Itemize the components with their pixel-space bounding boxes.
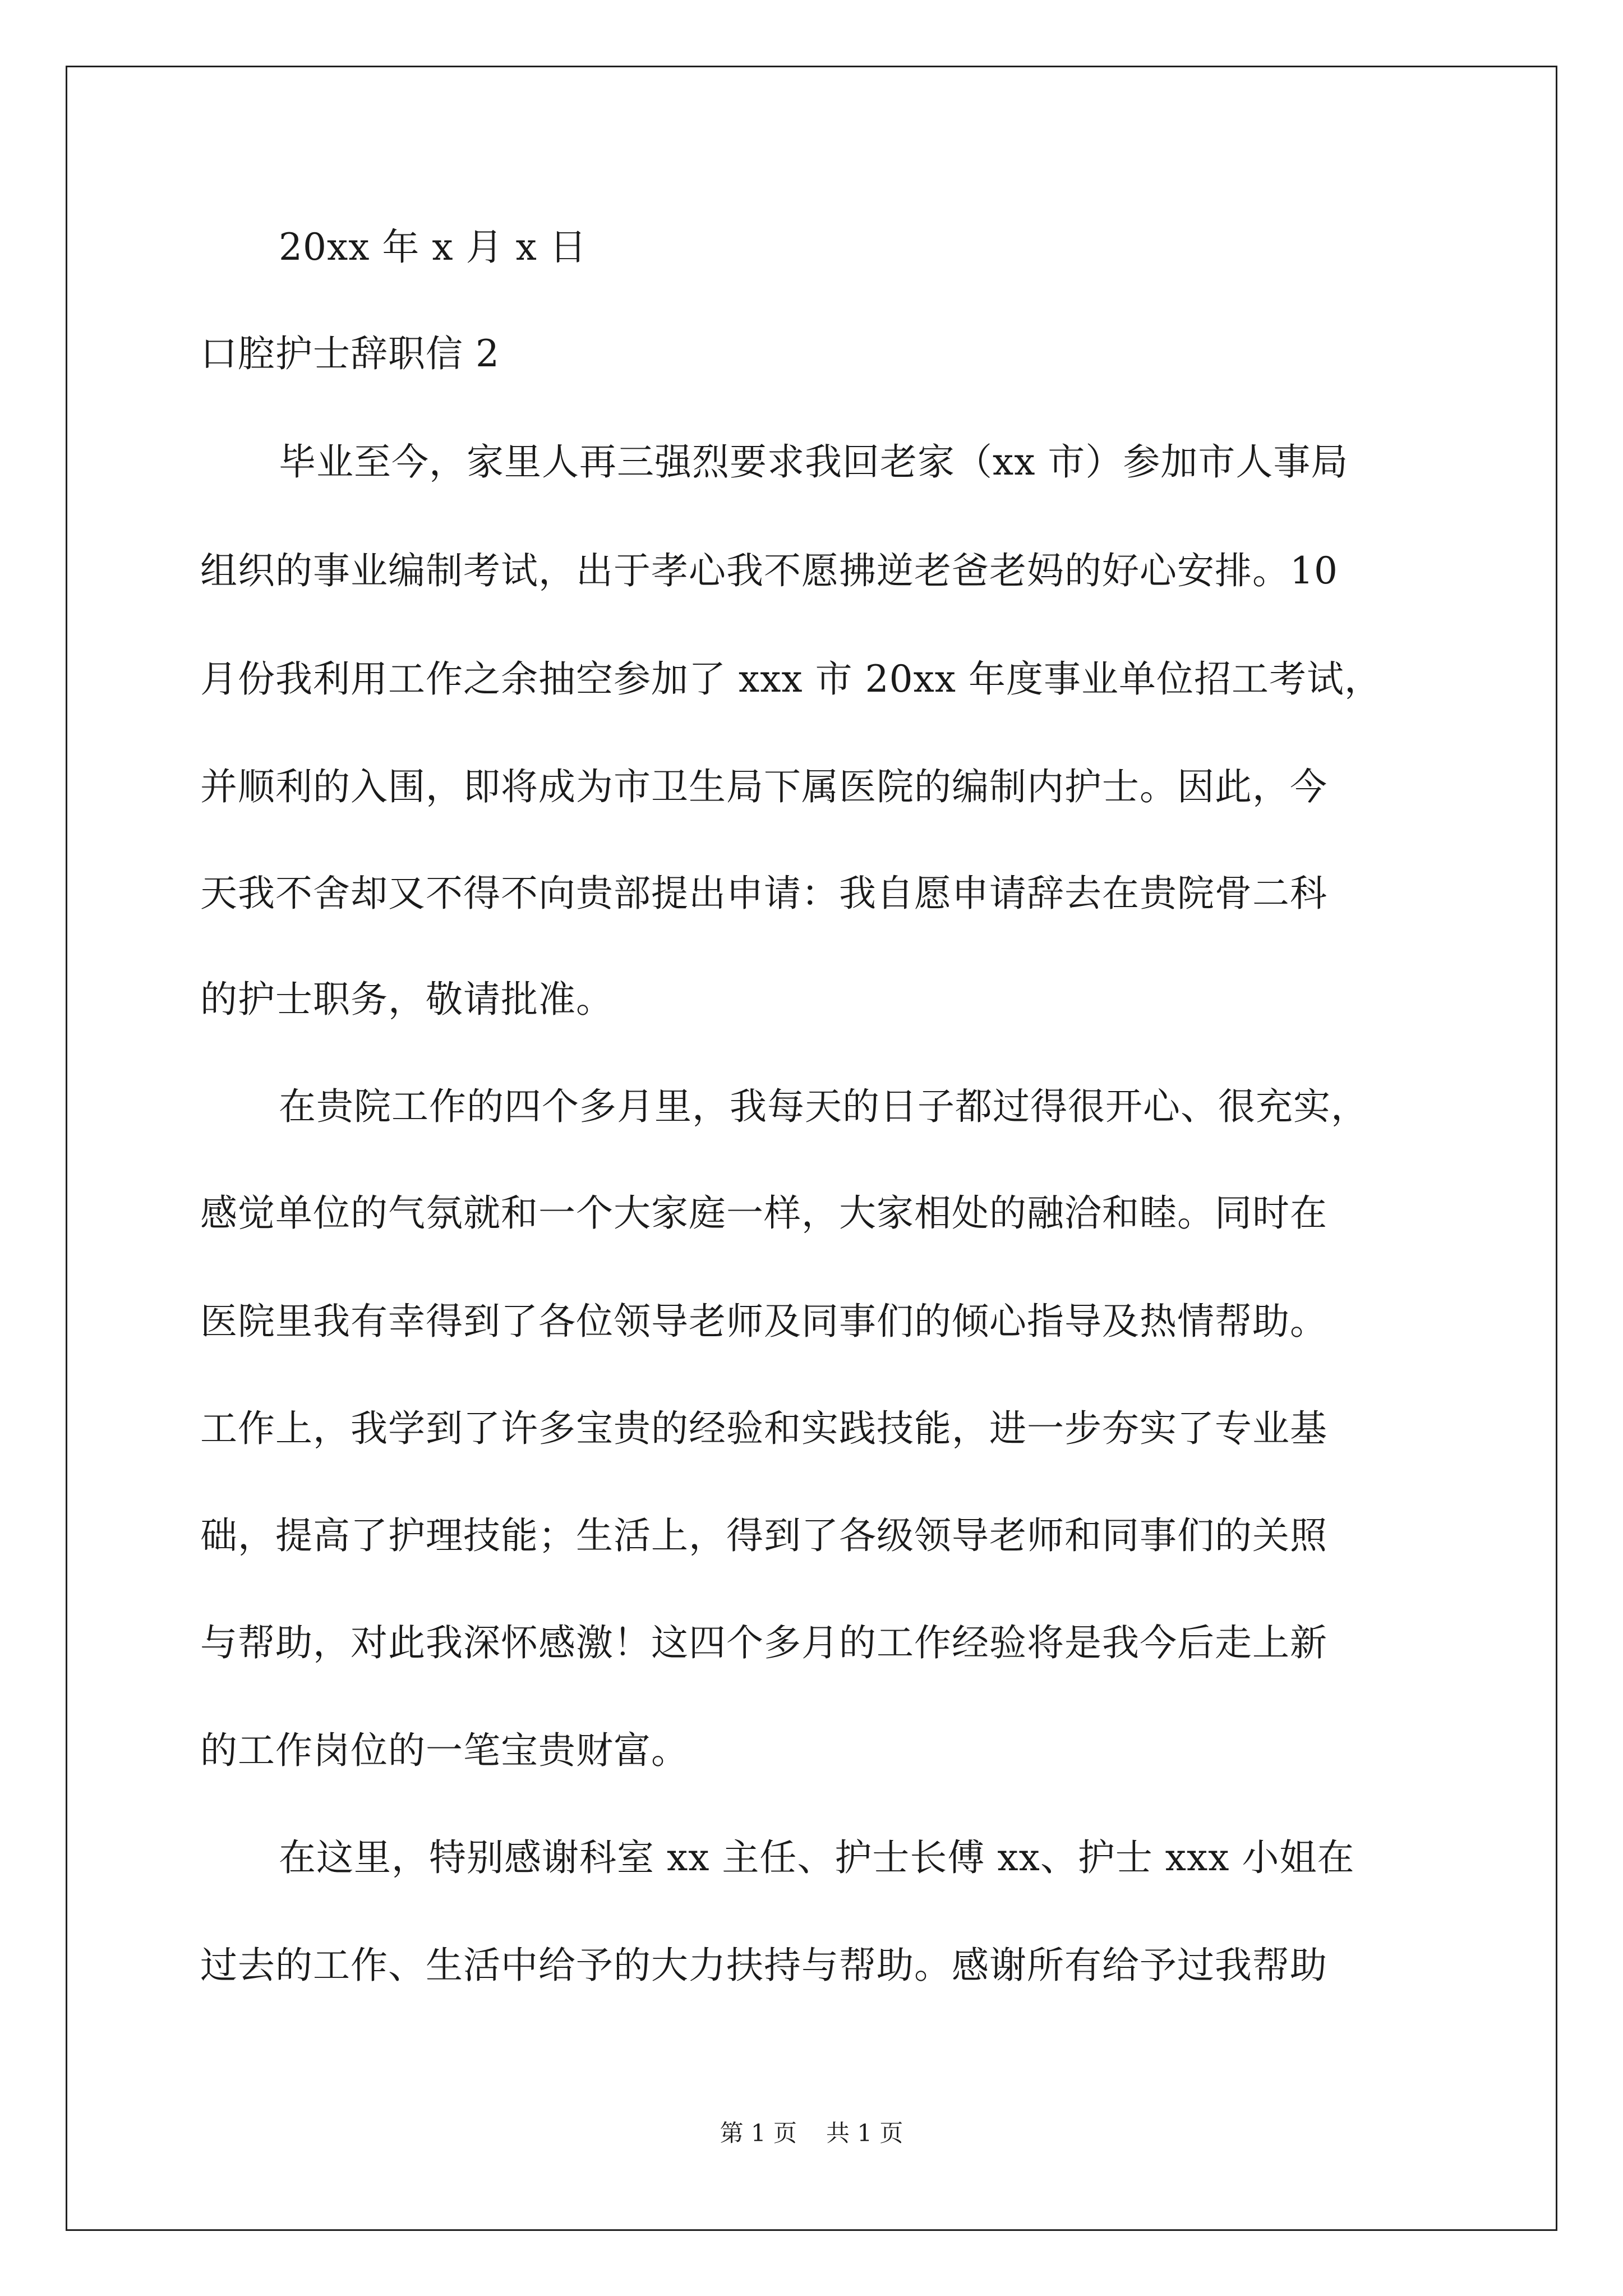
body-line-1: 毕业至今，家里人再三强烈要求我回老家（xx 市）参加市人事局 <box>279 440 1349 484</box>
body-line-14: 在这里，特别感谢科室 xx 主任、护士长傅 xx、护士 xxx 小姐在 <box>279 1836 1355 1879</box>
body-line-9: 医院里我有幸得到了各位领导老师及同事们的倾心指导及热情帮助。 <box>200 1300 1327 1343</box>
body-line-2: 组织的事业编制考试，出于孝心我不愿拂逆老爸老妈的好心安排。10 <box>200 549 1338 592</box>
body-line-13: 的工作岗位的一笔宝贵财富。 <box>200 1729 689 1772</box>
letter-heading: 口腔护士辞职信 2 <box>200 332 500 375</box>
body-line-3: 月份我利用工作之余抽空参加了 xxx 市 20xx 年度事业单位招工考试， <box>200 657 1382 701</box>
body-line-4: 并顺利的入围，即将成为市卫生局下属医院的编制内护士。因此，今 <box>200 765 1327 808</box>
body-line-12: 与帮助，对此我深怀感激！这四个多月的工作经验将是我今后走上新 <box>200 1621 1327 1664</box>
body-line-8: 感觉单位的气氛就和一个大家庭一样，大家相处的融洽和睦。同时在 <box>200 1191 1327 1235</box>
body-line-10: 工作上，我学到了许多宝贵的经验和实践技能，进一步夯实了专业基 <box>200 1407 1327 1450</box>
date-line: 20xx 年 x 月 x 日 <box>279 226 587 269</box>
body-line-7: 在贵院工作的四个多月里，我每天的日子都过得很开心、很充实， <box>279 1085 1368 1128</box>
page-border <box>66 66 1557 2231</box>
body-line-11: 础，提高了护理技能；生活上，得到了各级领导老师和同事们的关照 <box>200 1514 1327 1557</box>
body-line-5: 天我不舍却又不得不向贵部提出申请：我自愿申请辞去在贵院骨二科 <box>200 872 1327 915</box>
body-line-6: 的护士职务，敬请批准。 <box>200 978 614 1021</box>
body-line-15: 过去的工作、生活中给予的大力扶持与帮助。感谢所有给予过我帮助 <box>200 1944 1327 1987</box>
page-number-total: 共 1 页 <box>826 2119 903 2147</box>
page-footer <box>0 2116 1623 2150</box>
page-number-current: 第 1 页 <box>720 2119 797 2147</box>
